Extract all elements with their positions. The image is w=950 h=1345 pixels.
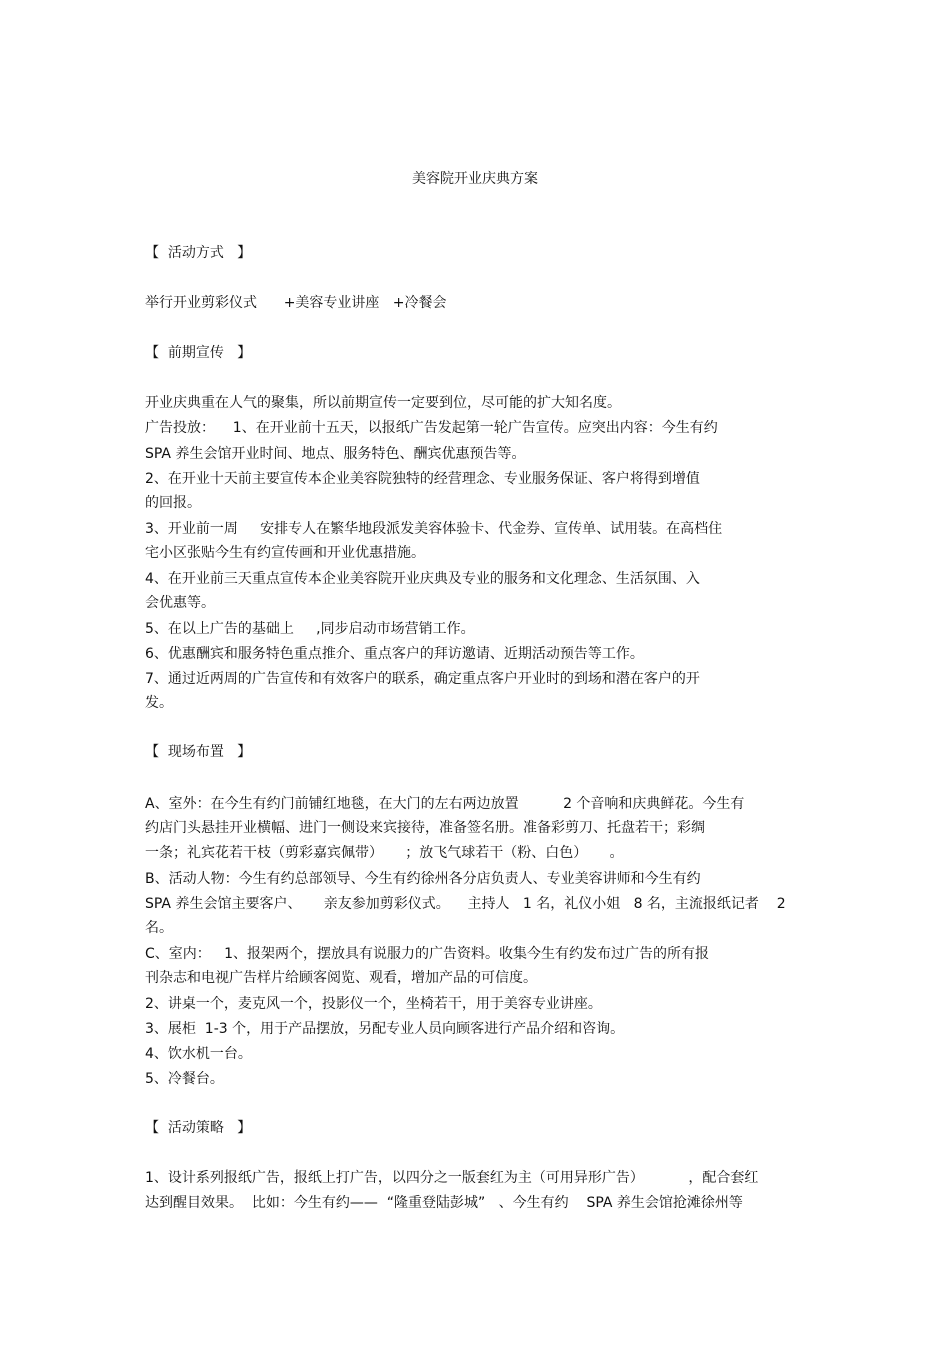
paragraph-line: 举行开业剪彩仪式 +美容专业讲座 +冷餐会 xyxy=(145,295,447,311)
paragraph-line: 约店门头悬挂开业横幅、进门一侧设来宾接待，准备签名册。准备彩剪刀、托盘若干；彩绸 xyxy=(145,820,705,836)
paragraph-line: 3、开业前一周 安排专人在繁华地段派发美容体验卡、代金券、宣传单、试用装。在高档住 xyxy=(145,521,723,537)
paragraph-line: 会优惠等。 xyxy=(145,595,215,611)
paragraph-line: A、室外：在今生有约门前铺红地毯，在大门的左右两边放置 2 个音响和庆典鲜花。今生有 xyxy=(145,796,745,812)
paragraph-line: 发。 xyxy=(145,695,173,711)
paragraph-line: 2、讲桌一个，麦克风一个，投影仪一个，坐椅若干，用于美容专业讲座。 xyxy=(145,996,602,1012)
paragraph-line: 4、在开业前三天重点宣传本企业美容院开业庆典及专业的服务和文化理念、生活氛围、入 xyxy=(145,571,700,587)
paragraph-line: 5、冷餐台。 xyxy=(145,1071,224,1087)
paragraph-line: C、室内： 1、报架两个，摆放具有说服力的广告资料。收集今生有约发布过广告的所有报 xyxy=(145,946,710,962)
paragraph-line: B、活动人物：今生有约总部领导、今生有约徐州各分店负责人、专业美容讲师和今生有约 xyxy=(145,871,701,887)
paragraph-line: 的回报。 xyxy=(145,495,201,511)
section-heading-pre-promotion: 【 前期宣传 】 xyxy=(145,345,252,361)
paragraph-line: 一条；礼宾花若干枝（剪彩嘉宾佩带） ；放飞气球若干（粉、白色） 。 xyxy=(145,845,624,861)
paragraph-line: 4、饮水机一台。 xyxy=(145,1046,252,1062)
paragraph-line: 2、在开业十天前主要宣传本企业美容院独特的经营理念、专业服务保证、客户将得到增值 xyxy=(145,471,700,487)
paragraph-line: 达到醒目效果。 比如：今生有约—— “隆重登陆彭城” 、今生有约 SPA 养生会馆抢滩徐州等 xyxy=(145,1195,743,1211)
paragraph-line: 6、优惠酬宾和服务特色重点推介、重点客户的拜访邀请、近期活动预告等工作。 xyxy=(145,646,644,662)
document-title: 美容院开业庆典方案 xyxy=(412,171,538,187)
paragraph-line: 7、通过近两周的广告宣传和有效客户的联系，确定重点客户开业时的到场和潜在客户的开 xyxy=(145,671,700,687)
paragraph-line: 开业庆典重在人气的聚集，所以前期宣传一定要到位，尽可能的扩大知名度。 xyxy=(145,395,621,411)
paragraph-line: 3、展柜 1-3 个，用于产品摆放，另配专业人员向顾客进行产品介绍和咨询。 xyxy=(145,1021,625,1037)
paragraph-line: 5、在以上广告的基础上 ,同步启动市场营销工作。 xyxy=(145,621,475,637)
paragraph-line: 刊杂志和电视广告样片给顾客阅览、观看，增加产品的可信度。 xyxy=(145,970,537,986)
paragraph-line: 广告投放： 1、在开业前十五天，以报纸广告发起第一轮广告宣传。应突出内容：今生有约 xyxy=(145,420,718,436)
section-heading-activity-strategy: 【 活动策略 】 xyxy=(145,1120,252,1136)
paragraph-line: SPA 养生会馆主要客户、 亲友参加剪彩仪式。 主持人 1 名，礼仪小姐 8 名，主流报纸记者 2 xyxy=(145,896,786,912)
paragraph-line: 宅小区张贴今生有约宣传画和开业优惠措施。 xyxy=(145,545,425,561)
paragraph-line: 名。 xyxy=(145,920,173,936)
section-heading-venue-layout: 【 现场布置 】 xyxy=(145,744,252,760)
paragraph-line: SPA 养生会馆开业时间、地点、服务特色、酬宾优惠预告等。 xyxy=(145,446,526,462)
paragraph-line: 1、设计系列报纸广告，报纸上打广告，以四分之一版套红为主（可用异形广告） ，配合套红 xyxy=(145,1170,759,1186)
section-heading-activity-format: 【 活动方式 】 xyxy=(145,245,252,261)
